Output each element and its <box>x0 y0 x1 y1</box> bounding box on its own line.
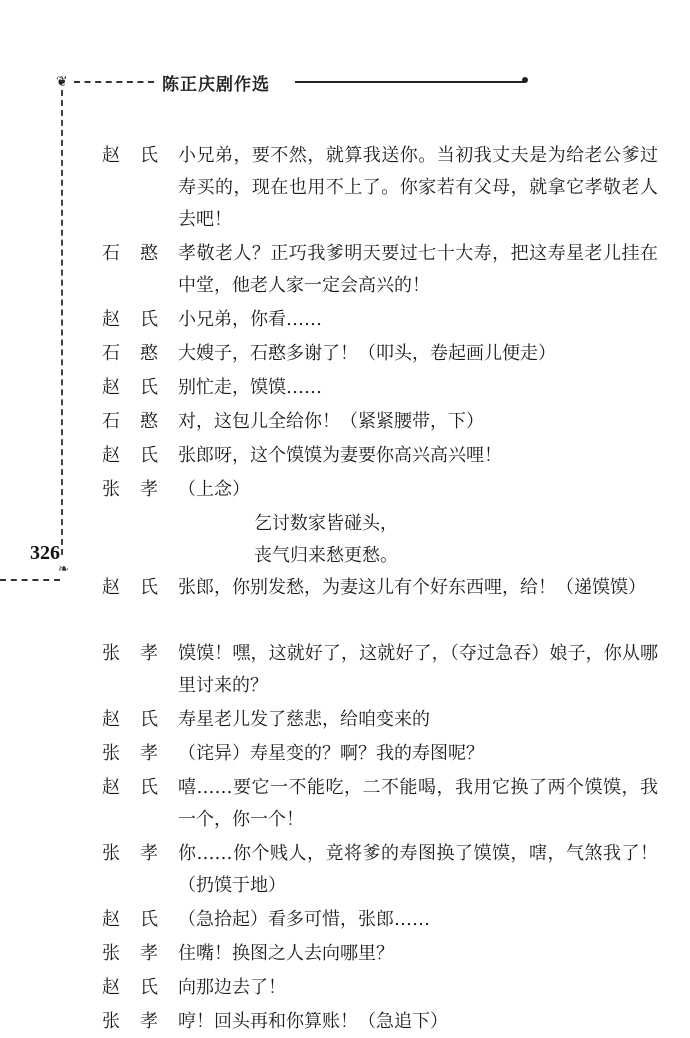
page-number: 326 <box>30 542 60 564</box>
speech-text: 向那边去了！ <box>178 977 286 998</box>
page-number-ornament-icon: ❧ <box>58 562 69 577</box>
speaker-name: 赵氏 <box>102 709 178 730</box>
dialogue-line <box>102 972 662 1004</box>
speech-text: 住嘴！换图之人去向哪里？ <box>178 943 394 964</box>
dialogue-line <box>102 338 662 370</box>
speech-text: 别忙走，馍馍…… <box>178 377 322 398</box>
speech-text: 孝敬老人？正巧我爹明天要过七十大寿，把这寿星老儿挂在中堂，他老人家一定会高兴的！ <box>178 243 658 296</box>
speaker-name: 石憨 <box>102 411 178 432</box>
speaker-name: 张孝 <box>102 843 178 864</box>
speech-text: （诧异）寿星变的？啊？我的寿图呢？ <box>178 743 484 764</box>
dialogue-line <box>102 838 662 902</box>
page-number-dashes <box>0 579 60 581</box>
dialogue-line <box>102 938 662 970</box>
speaker-name: 赵氏 <box>102 145 178 166</box>
header-rule <box>295 81 525 83</box>
speech-text: 寿星老儿发了慈悲，给咱变来的 <box>178 709 430 730</box>
speaker-name: 张孝 <box>102 943 178 964</box>
speaker-name: 赵氏 <box>102 377 178 398</box>
header-dashes <box>74 81 154 83</box>
dialogue-line <box>102 304 662 336</box>
speaker-name: 石憨 <box>102 243 178 264</box>
speech-text: 对，这包儿全给你！（紧紧腰带，下） <box>178 411 484 432</box>
speech-text: 大嫂子，石憨多谢了！（叩头，卷起画儿便走） <box>178 343 556 364</box>
dialogue-line <box>102 372 662 404</box>
speaker-name: 张孝 <box>102 743 178 764</box>
dialogue-line <box>102 238 662 302</box>
dialogue-line <box>102 772 662 836</box>
speaker-name: 赵氏 <box>102 977 178 998</box>
speaker-name: 石憨 <box>102 343 178 364</box>
dialogue-line <box>102 406 662 438</box>
dialogue-line <box>102 638 662 702</box>
margin-dashed-line <box>61 90 63 555</box>
speech-text: 你……你个贱人，竟将爹的寿图换了馍馍，嗐，气煞我了！（扔馍于地） <box>178 843 658 896</box>
dialogue-line <box>102 440 662 472</box>
speech-text: 张郎呀，这个馍馍为妻要你高兴高兴哩！ <box>178 445 502 466</box>
dialogue-line <box>102 904 662 936</box>
speech-text: 哼！回头再和你算账！（急追下） <box>178 1011 448 1032</box>
verse-line: 乞讨数家皆碰头， <box>254 513 398 534</box>
dialogue-line <box>102 140 662 236</box>
running-header <box>42 62 522 102</box>
speech-text: 张郎，你别发愁，为妻这儿有个好东西哩，给！（递馍馍） <box>178 577 646 598</box>
header-dot-icon <box>522 77 528 83</box>
speaker-name: 张孝 <box>102 643 178 664</box>
header-flourish-icon: ❦ <box>56 74 68 90</box>
speech-text: 小兄弟，要不然，就算我送你。当初我丈夫是为给老公爹过寿买的，现在也用不上了。你家若有父母，就拿它孝敬老人去吧！ <box>178 145 658 230</box>
dialogue-line <box>102 1006 662 1038</box>
speaker-name: 张孝 <box>102 1011 178 1032</box>
dialogue-line <box>102 474 662 506</box>
speaker-name: 赵氏 <box>102 909 178 930</box>
dialogue-line <box>102 572 662 636</box>
dialogue-line <box>102 738 662 770</box>
speaker-name: 赵氏 <box>102 577 178 598</box>
speech-text: （上念） <box>178 479 250 500</box>
speaker-name: 张孝 <box>102 479 178 500</box>
speech-text: 嘻……要它一不能吃，二不能喝，我用它换了两个馍馍，我一个，你一个！ <box>178 777 658 830</box>
speech-text: 馍馍！嘿，这就好了，这就好了，（夺过急吞）娘子，你从哪里讨来的？ <box>178 643 658 696</box>
speaker-name: 赵氏 <box>102 445 178 466</box>
speech-text: （急拾起）看多可惜，张郎…… <box>178 909 430 930</box>
verse-line: 丧气归来愁更愁。 <box>254 545 398 566</box>
speaker-name: 赵氏 <box>102 309 178 330</box>
speaker-name: 赵氏 <box>102 777 178 798</box>
speech-text: 小兄弟，你看…… <box>178 309 322 330</box>
book-title: 陈正庆剧作选 <box>162 75 270 95</box>
dialogue-line <box>102 704 662 736</box>
